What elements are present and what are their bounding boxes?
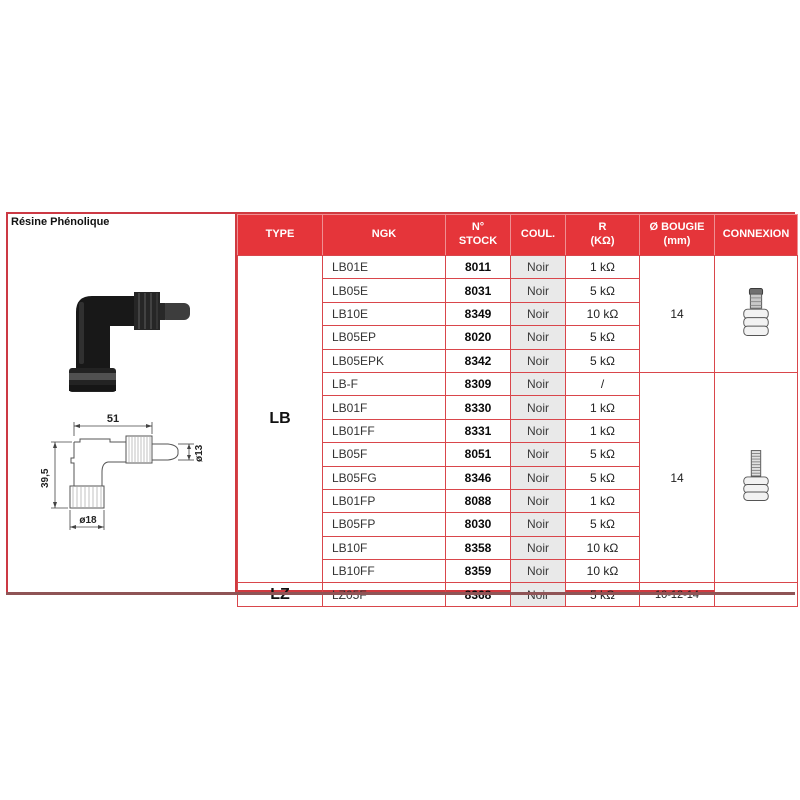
header-couleur: COUL. — [511, 215, 566, 256]
cap-dimension-drawing — [28, 400, 218, 540]
terminal-nut-icon — [740, 285, 772, 339]
couleur-cell: Noir — [511, 560, 566, 583]
stock-cell: 8020 — [446, 326, 511, 349]
resistance-cell: 10 kΩ — [566, 536, 640, 559]
resistance-cell: 1 kΩ — [566, 419, 640, 442]
couleur-cell: Noir — [511, 536, 566, 559]
header-ngk: NGK — [323, 215, 446, 256]
header-resistance-line1: R — [598, 221, 607, 234]
couleur-cell: Noir — [511, 302, 566, 325]
threaded-stud-icon — [740, 448, 772, 504]
stock-cell: 8031 — [446, 279, 511, 302]
ngk-cell: LB10E — [323, 302, 446, 325]
header-stock-line1: N° — [471, 221, 485, 234]
resistance-cell: 10 kΩ — [566, 302, 640, 325]
couleur-cell: Noir — [511, 396, 566, 419]
ngk-cell: LB-F — [323, 372, 446, 395]
ngk-cell: LB01E — [323, 256, 446, 279]
couleur-cell: Noir — [511, 443, 566, 466]
stock-cell: 8088 — [446, 489, 511, 512]
resistance-cell: 5 kΩ — [566, 349, 640, 372]
ngk-cell: LB01FP — [323, 489, 446, 512]
bougie-cell-group2: 14 — [640, 372, 715, 583]
resistance-cell: 5 kΩ — [566, 513, 640, 536]
resistance-cell: 5 kΩ — [566, 279, 640, 302]
header-stock-line2: STOCK — [458, 235, 498, 247]
ngk-cell: LB10FF — [323, 560, 446, 583]
header-resistance — [566, 215, 640, 256]
dim-right-label: ø13 — [194, 444, 205, 462]
header-connexion: CONNEXION — [715, 215, 798, 256]
couleur-cell: Noir — [511, 279, 566, 302]
resistance-cell: 5 kΩ — [566, 326, 640, 349]
couleur-cell: Noir — [511, 466, 566, 489]
ngk-cell: LB05FP — [323, 513, 446, 536]
ngk-cell: LB05EPK — [323, 349, 446, 372]
dim-bottom-label: ø18 — [79, 515, 97, 526]
resistance-cell: 1 kΩ — [566, 396, 640, 419]
connexion-cell-group2 — [715, 372, 798, 583]
ngk-cell: LB05FG — [323, 466, 446, 489]
elbow-spark-plug-cap-photo — [36, 280, 206, 396]
header-bougie — [640, 215, 715, 256]
ngk-cell: LB05EP — [323, 326, 446, 349]
stock-cell: 8358 — [446, 536, 511, 559]
table-row — [238, 256, 798, 279]
couleur-cell: Noir — [511, 326, 566, 349]
header-row — [238, 215, 798, 256]
stock-cell: 8346 — [446, 466, 511, 489]
catalog-table — [235, 212, 795, 592]
type-cell-lb: LB — [238, 256, 323, 583]
connexion-cell-group1 — [715, 256, 798, 373]
couleur-cell: Noir — [511, 489, 566, 512]
stock-cell: 8349 — [446, 302, 511, 325]
stock-cell: 8342 — [446, 349, 511, 372]
ngk-cell: LB10F — [323, 536, 446, 559]
stock-cell: 8011 — [446, 256, 511, 279]
resistance-cell: 1 kΩ — [566, 489, 640, 512]
ngk-cell: LB01F — [323, 396, 446, 419]
header-bougie-line1: Ø BOUGIE — [649, 221, 705, 234]
dim-top-label: 51 — [106, 413, 120, 425]
ngk-cell: LB05E — [323, 279, 446, 302]
resistance-cell: 5 kΩ — [566, 466, 640, 489]
stock-cell: 8030 — [446, 513, 511, 536]
resistance-cell: / — [566, 372, 640, 395]
bougie-cell-group1: 14 — [640, 256, 715, 373]
header-bougie-line2: (mm) — [663, 235, 691, 247]
bottom-rule — [6, 592, 795, 595]
resistance-cell: 1 kΩ — [566, 256, 640, 279]
header-resistance-line2: (KΩ) — [590, 235, 615, 247]
couleur-cell: Noir — [511, 256, 566, 279]
header-type: TYPE — [238, 215, 323, 256]
stock-cell: 8051 — [446, 443, 511, 466]
panel-title: Résine Phénolique — [11, 216, 110, 228]
resistance-cell: 5 kΩ — [566, 443, 640, 466]
couleur-cell: Noir — [511, 349, 566, 372]
resistance-cell: 10 kΩ — [566, 560, 640, 583]
stock-cell: 8359 — [446, 560, 511, 583]
ngk-cell: LB01FF — [323, 419, 446, 442]
stock-cell: 8330 — [446, 396, 511, 419]
header-stock — [446, 215, 511, 256]
dim-left-label: 39,5 — [40, 468, 51, 488]
ngk-cell: LB05F — [323, 443, 446, 466]
resin-info-panel — [6, 212, 235, 592]
stock-cell: 8309 — [446, 372, 511, 395]
couleur-cell: Noir — [511, 513, 566, 536]
couleur-cell: Noir — [511, 372, 566, 395]
couleur-cell: Noir — [511, 419, 566, 442]
stock-cell: 8331 — [446, 419, 511, 442]
